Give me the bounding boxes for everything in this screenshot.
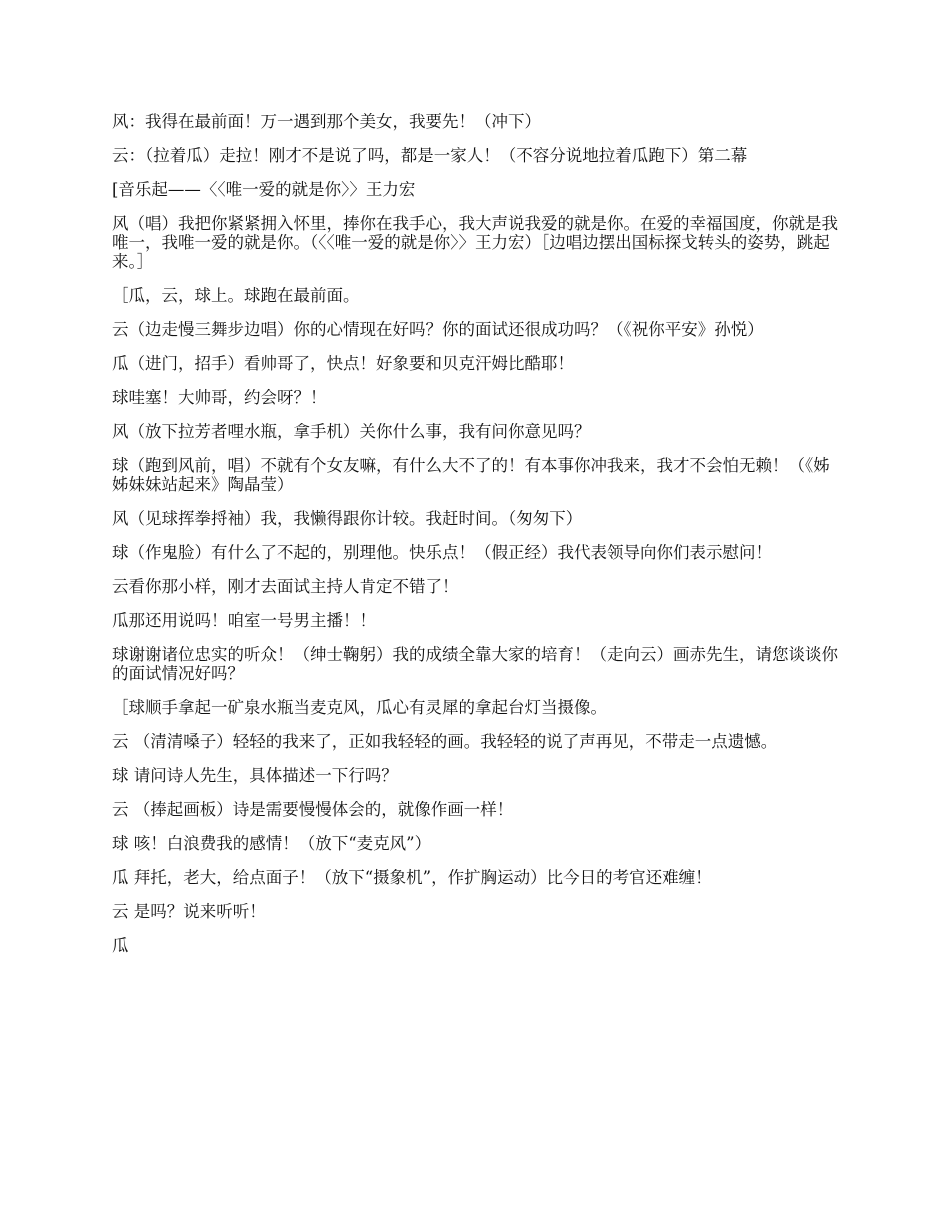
paragraph: 球谢谢诸位忠实的听众！（绅士鞠躬）我的成绩全靠大家的培育！（走向云）画赤先生，请您谈谈你的面试情况好吗？ xyxy=(112,645,838,683)
paragraph: 云：（拉着瓜）走拉！刚才不是说了吗，都是一家人！（不容分说地拉着瓜跑下）第二幕 xyxy=(112,146,748,165)
paragraph: 云 （捧起画板）诗是需要慢慢体会的，就像作画一样！ xyxy=(112,800,514,819)
paragraph: 云（边走慢三舞步边唱）你的心情现在好吗？你的面试还很成功吗？（《祝你平安》孙悦） xyxy=(112,320,764,339)
paragraph: 云看你那小样，刚才去面试主持人肯定不错了！ xyxy=(112,577,459,596)
paragraph: 球哇塞！大帅哥，约会呀？！ xyxy=(112,388,327,407)
paragraph: ［球顺手拿起一矿泉水瓶当麦克风，瓜心有灵犀的拿起台灯当摄像。 xyxy=(112,698,607,717)
paragraph: 瓜那还用说吗！咱室一号男主播！！ xyxy=(112,611,376,630)
paragraph: 风：我得在最前面！万一遇到那个美女，我要先！（冲下） xyxy=(112,112,541,131)
paragraph: ［瓜，云，球上。球跑在最前面。 xyxy=(112,286,360,305)
paragraph: 风（唱）我把你紧紧拥入怀里，捧你在我手心，我大声说我爱的就是你。在爱的幸福国度，你就是我唯一，我唯一爱的就是你。（〈〈唯一爱的就是你〉〉王力宏）［边唱边摆出国标探戈转头的姿势，跳起来。］ xyxy=(112,214,838,271)
paragraph: 球 咳！白浪费我的感情！（放下“麦克风”） xyxy=(112,834,432,853)
paragraph: 球（作鬼脸）有什么了不起的，别理他。快乐点！（假正经）我代表领导向你们表示慰问！ xyxy=(112,543,772,562)
script-text-body xyxy=(112,112,840,970)
paragraph: 瓜 拜托，老大，给点面子！（放下“摄象机”，作扩胸运动）比今日的考官还难缠！ xyxy=(112,868,712,887)
paragraph: 球 请问诗人先生，具体描述一下行吗？ xyxy=(112,766,398,785)
paragraph: 云 （清清嗓子）轻轻的我来了，正如我轻轻的画。我轻轻的说了声再见，不带走一点遗憾。 xyxy=(112,732,778,751)
paragraph: 风（放下拉芳者哩水瓶，拿手机）关你什么事，我有问你意见吗？ xyxy=(112,422,591,441)
paragraph: [音乐起——〈〈唯一爱的就是你〉〉王力宏 xyxy=(112,180,416,199)
paragraph: 瓜（进门，招手）看帅哥了，快点！好象要和贝克汗姆比酷耶！ xyxy=(112,354,574,373)
paragraph: 风（见球挥拳捋袖）我，我懒得跟你计较。我赶时间。（匆匆下） xyxy=(112,509,583,528)
paragraph: 云 是吗？说来听听！ xyxy=(112,902,266,921)
paragraph: 球（跑到风前，唱）不就有个女友嘛，有什么大不了的！有本事你冲我来，我才不会怕无赖！（《姊姊妹妹站起来》陶晶莹） xyxy=(112,456,830,494)
paragraph: 瓜 xyxy=(112,936,129,955)
